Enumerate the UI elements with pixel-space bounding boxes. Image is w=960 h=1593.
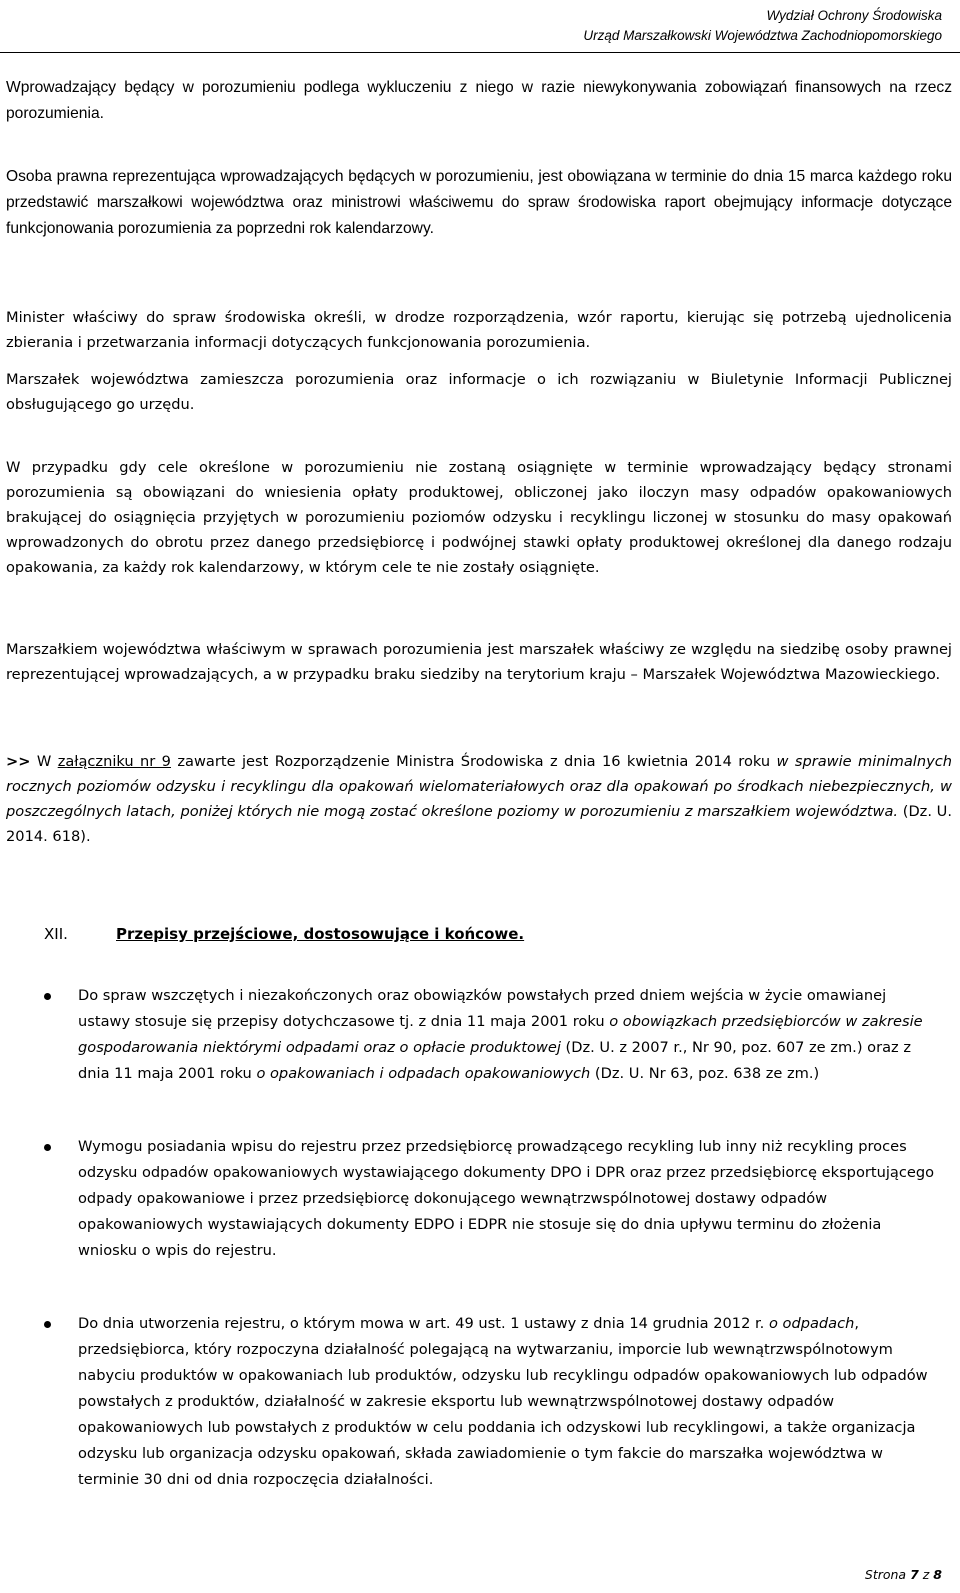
list-item xyxy=(44,1134,938,1264)
paragraph-report-obligation: Osoba prawna reprezentująca wprowadzających będących w porozumieniu, jest obowiązana w terminie do dnia 15 marca każdego roku przedstawić marszałkowi województwa oraz ministrowi właściwemu do spraw środowiska raport obejmujący informacje dotyczące funkcjonowania porozumienia za poprzedni rok kalendarzowy. xyxy=(6,168,952,237)
page-header xyxy=(583,6,942,46)
section-title: Przepisy przejściowe, dostosowujące i końcowe. xyxy=(116,925,525,943)
bullet-icon xyxy=(44,993,51,1000)
section-number: XII. xyxy=(44,925,68,943)
list-item-text: Do spraw wszczętych i niezakończonych oraz obowiązków powstałych przed dniem wejścia w życie omawianej ustawy stosuje się przepisy dotychczasowe tj. z dnia 11 maja 2001 roku o obowiązkach przedsiębiorców w zakresie gospodarowania niektórymi odpadami oraz o opłacie produktowej (Dz. U. z 2007 r., Nr 90, poz. 607 ze zm.) oraz z dnia 11 maja 2001 roku o opakowaniach i odpadach opakowaniowych (Dz. U. Nr 63, poz. 638 ze zm.) xyxy=(78,987,923,1082)
bullet-icon xyxy=(44,1144,51,1151)
section-heading xyxy=(44,921,924,947)
regulation-title: w sprawie minimalnych rocznych poziomów odzysku i recyklingu dla opakowań wielomateriałowych oraz dla opakowań po środkach niebezpiecznych, w poszczególnych latach, poniżej których nie mogą zostać określone poziomy w porozumieniu z marszałkiem województwa. xyxy=(6,753,952,820)
header-department: Wydział Ochrony Środowiska xyxy=(766,8,942,23)
paragraph-bip-publication: Marszałek województwa zamieszcza porozumienia oraz informacje o ich rozwiązaniu w Biuletynie Informacji Publicznej obsługującego go urzędu. xyxy=(6,371,952,413)
paragraph-exclusion: Wprowadzający będący w porozumieniu podlega wykluczeniu z niego w razie niewykonywania zobowiązań finansowych na rzecz porozumienia. xyxy=(6,79,952,122)
attachment-link[interactable]: załączniku nr 9 xyxy=(57,753,171,770)
current-page: 7 xyxy=(910,1567,919,1582)
bullet-icon xyxy=(44,1321,51,1328)
header-office: Urząd Marszałkowski Województwa Zachodniopomorskiego xyxy=(583,28,942,43)
page-number: Strona 7 z 8 xyxy=(864,1567,942,1582)
total-pages: 8 xyxy=(933,1567,942,1582)
paragraph-attachment-reference: >> W załączniku nr 9 zawarte jest Rozporządzenie Ministra Środowiska z dnia 16 kwietnia 2014 roku w sprawie minimalnych rocznych poziomów odzysku i recyklingu dla opakowań wielomateriałowych oraz dla opakowań po środkach niebezpiecznych, w poszczególnych latach, poniżej których nie mogą zostać określone poziomy w porozumieniu z marszałkiem województwa. (Dz. U. 2014. 618). xyxy=(6,753,952,845)
paragraph-minister-regulation: Minister właściwy do spraw środowiska określi, w drodze rozporządzenia, wzór raportu, kierując się potrzebą ujednolicenia zbierania i przetwarzania informacji dotyczących funkcjonowania porozumienia. xyxy=(6,309,952,351)
arrow-marker: >> xyxy=(6,753,31,770)
list-item-text: Do dnia utworzenia rejestru, o którym mowa w art. 49 ust. 1 ustawy z dnia 14 grudnia 2012 r. o odpadach, przedsiębiorca, który rozpoczyna działalność polegającą na wytwarzaniu, imporcie lub wewnątrzwspólnotowym nabyciu produktów w opakowaniach lub produktów, odzysku lub recyklingu odpadów opakowaniowych lub odpadów powstałych z produktów, działalność w zakresie eksportu lub wewnątrzwspólnotowej dostawy odpadów opakowaniowych lub powstałych z produktów w celu poddania ich odzyskowi lub recyklingowi, a także organizacja odzysku lub organizacja odzysku opakowań, składa zawiadomienie o tym fakcie do marszałka województwa w terminie 30 dni od dnia rozpoczęcia działalności. xyxy=(78,1315,928,1488)
paragraph-product-fee: W przypadku gdy cele określone w porozumieniu nie zostaną osiągnięte w terminie wprowadzający będący stronami porozumienia są obowiązani do wniesienia opłaty produktowej, obliczonej jako iloczyn masy odpadów opakowaniowych brakującej do osiągnięcia przyjętych w porozumieniu poziomów odzysku i recyklingu liczonej w stosunku do masy opakowań wprowadzonych do obrotu przez danego przedsiębiorcę i podwójnej stawki opłaty produktowej określonej dla danego rodzaju opakowania, za każdy rok kalendarzowy, w którym cele te nie zostały osiągnięte. xyxy=(6,459,952,576)
list-item xyxy=(44,1311,938,1493)
list-item xyxy=(44,983,938,1087)
paragraph-competent-marshal: Marszałkiem województwa właściwym w sprawach porozumienia jest marszałek właściwy ze względu na siedzibę osoby prawnej reprezentującej wprowadzających, a w przypadku braku siedziby na terytorium kraju – Marszałek Województwa Mazowieckiego. xyxy=(6,641,952,683)
list-item-text: Wymogu posiadania wpisu do rejestru przez przedsiębiorcę prowadzącego recykling lub inny niż recykling proces odzysku odpadów opakowaniowych wystawiającego dokumenty DPO i DPR oraz przez przedsiębiorcę eksportującego odpady opakowaniowe i przez przedsiębiorcę dokonującego wewnątrzwspólnotowej dostawy odpadów opakowaniowych wystawiających dokumenty EDPO i EDPR nie stosuje się do dnia upływu terminu do złożenia wniosku o wpis do rejestru. xyxy=(78,1138,935,1259)
header-divider xyxy=(0,52,960,53)
